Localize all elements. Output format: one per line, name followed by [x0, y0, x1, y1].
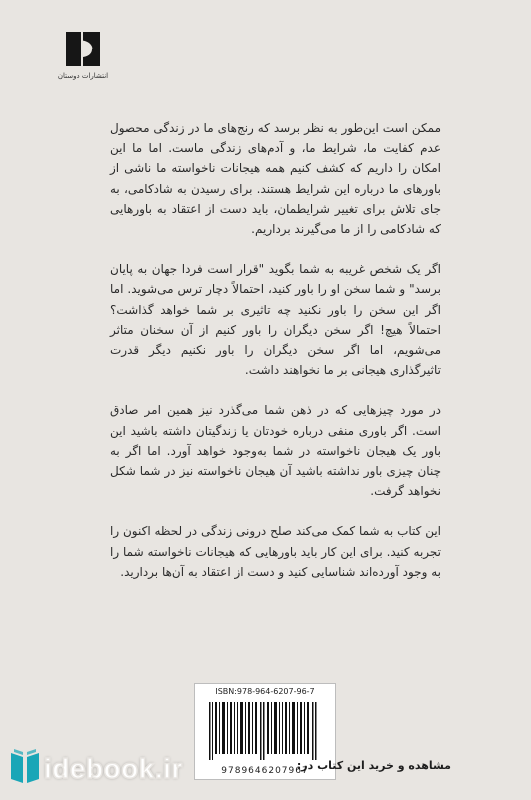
paragraph: این کتاب به شما کمک می‌کند صلح درونی زندگی در لحظه اکنون را تجربه کنید. برای این کار باید باورهایی که هیجانات ناخواسته شما را به وجود آورده‌اند شناسایی کنید و دست از اعتقاد به آن‌ها بردارید.: [110, 524, 441, 579]
paragraph: اگر یک شخص غریبه به شما بگوید "قرار است فردا جهان به پایان برسد" و شما سخن او را باور کنید، احتمالاً دچار ترس می‌شوید. اما اگر این سخن را باور نکنید چه تاثیری بر شما خواهد گذاشت؟ احتمالاً هیچ! اگر سخن دیگران را باور کنیم از آن سخنان متاثر می‌شویم، اما اگر سخن دیگران را باور نکنیم دیگر قدرت تاثیرگذاری هیجانی بر ما نخواهند داشت.: [110, 262, 441, 378]
publisher-logo: [50, 32, 116, 80]
publisher-logo-icon: [66, 32, 100, 66]
book-icon: [8, 745, 42, 785]
isbn-label: ISBN:978-964-6207-96-7: [215, 687, 315, 696]
watermark: [0, 745, 531, 800]
paragraph: ممکن است این‌طور به نظر برسد که رنج‌های ما در زندگی محصول عدم کفایت ما، شرایط ما، و آدم‌های زندگی ماست. اما ما این امکان را داریم که کشف کنیم همه هیجانات ناخواسته ما ناشی از باورهای ما درباره این شرایط هستند. برای رسیدن به شادکامی، به جای تلاش برای تغییر شرایطمان، باید دست از اعتقاد به باورهایی که شادکامی را از ما می‌گیرند برداریم.: [110, 121, 441, 237]
blurb-text: [110, 118, 441, 602]
watermark-text: مشاهده و خرید این کتاب در:: [296, 759, 451, 772]
barcode-digits: 9789646207967: [221, 766, 309, 776]
publisher-name: انتشارات دوستان: [57, 72, 109, 80]
paragraph: در مورد چیزهایی که در ذهن شما می‌گذرد نیز همین امر صادق است. اگر باوری منفی درباره خودتان یا زندگیتان داشته باشید این باور یک هیجان ناخواسته در شما به‌وجود خواهد آورد. اما اگر به چنان چیزی باور نداشته باشید آن هیجان ناخواسته نیز در شما شکل نخواهد گرفت.: [110, 403, 441, 499]
watermark-brand: idebook.ir: [44, 753, 183, 784]
